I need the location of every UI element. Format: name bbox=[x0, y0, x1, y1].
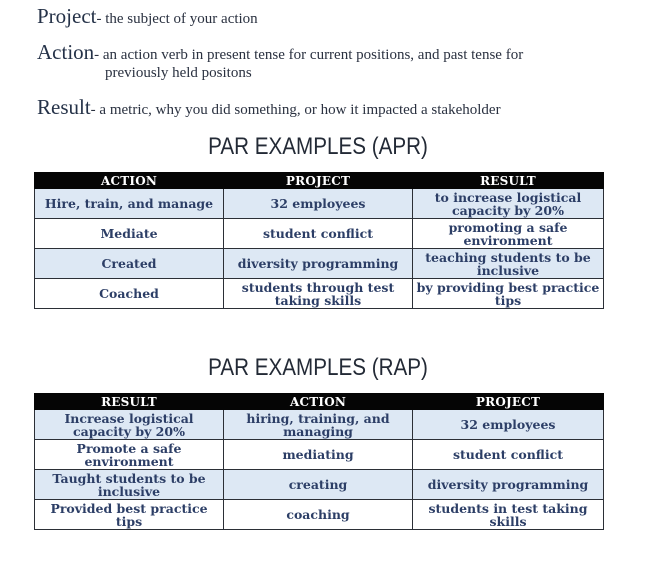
table-cell: students through test taking skills bbox=[224, 279, 413, 309]
rap-header-row bbox=[35, 394, 604, 410]
table-cell: student conflict bbox=[224, 219, 413, 249]
rap-table bbox=[34, 393, 604, 530]
desc-action-continued: previously held positons bbox=[105, 65, 252, 81]
table-row bbox=[35, 219, 604, 249]
apr-heading: PAR EXAMPLES (APR) bbox=[208, 133, 428, 160]
term-result: Result bbox=[37, 95, 91, 119]
term-action: Action bbox=[37, 40, 95, 64]
table-row bbox=[35, 189, 604, 219]
definition-action bbox=[37, 40, 524, 82]
table-row bbox=[35, 249, 604, 279]
table-row bbox=[35, 410, 604, 440]
table-row bbox=[35, 279, 604, 309]
rap-col-header: ACTION bbox=[224, 394, 413, 410]
table-cell: promoting a safe environment bbox=[413, 219, 604, 249]
table-cell: teaching students to be inclusive bbox=[413, 249, 604, 279]
table-cell: diversity programming bbox=[413, 470, 604, 500]
table-cell: Created bbox=[35, 249, 224, 279]
table-cell: Taught students to be inclusive bbox=[35, 470, 224, 500]
rap-heading: PAR EXAMPLES (RAP) bbox=[208, 354, 428, 381]
apr-header-row bbox=[35, 173, 604, 189]
table-cell: students in test taking skills bbox=[413, 500, 604, 530]
apr-col-header: ACTION bbox=[35, 173, 224, 189]
table-cell: Provided best practice tips bbox=[35, 500, 224, 530]
table-cell: Increase logistical capacity by 20% bbox=[35, 410, 224, 440]
table-cell: by providing best practice tips bbox=[413, 279, 604, 309]
table-cell: coaching bbox=[224, 500, 413, 530]
table-cell: to increase logistical capacity by 20% bbox=[413, 189, 604, 219]
desc-action: - an action verb in present tense for current positions, and past tense for bbox=[94, 47, 524, 63]
table-cell: 32 employees bbox=[413, 410, 604, 440]
definition-result bbox=[37, 95, 501, 119]
table-cell: Mediate bbox=[35, 219, 224, 249]
definition-project bbox=[37, 4, 258, 28]
rap-col-header: PROJECT bbox=[413, 394, 604, 410]
rap-col-header: RESULT bbox=[35, 394, 224, 410]
apr-col-header: RESULT bbox=[413, 173, 604, 189]
term-project: Project bbox=[37, 4, 97, 28]
table-cell: Hire, train, and manage bbox=[35, 189, 224, 219]
table-row bbox=[35, 440, 604, 470]
table-cell: diversity programming bbox=[224, 249, 413, 279]
table-cell: Coached bbox=[35, 279, 224, 309]
desc-result: - a metric, why you did something, or how it impacted a stakeholder bbox=[90, 102, 501, 118]
table-row bbox=[35, 470, 604, 500]
table-cell: Promote a safe environment bbox=[35, 440, 224, 470]
table-cell: 32 employees bbox=[224, 189, 413, 219]
table-row bbox=[35, 500, 604, 530]
table-cell: creating bbox=[224, 470, 413, 500]
apr-col-header: PROJECT bbox=[224, 173, 413, 189]
table-cell: mediating bbox=[224, 440, 413, 470]
table-cell: student conflict bbox=[413, 440, 604, 470]
apr-table bbox=[34, 172, 604, 309]
desc-project: - the subject of your action bbox=[96, 11, 258, 27]
table-cell: hiring, training, and managing bbox=[224, 410, 413, 440]
